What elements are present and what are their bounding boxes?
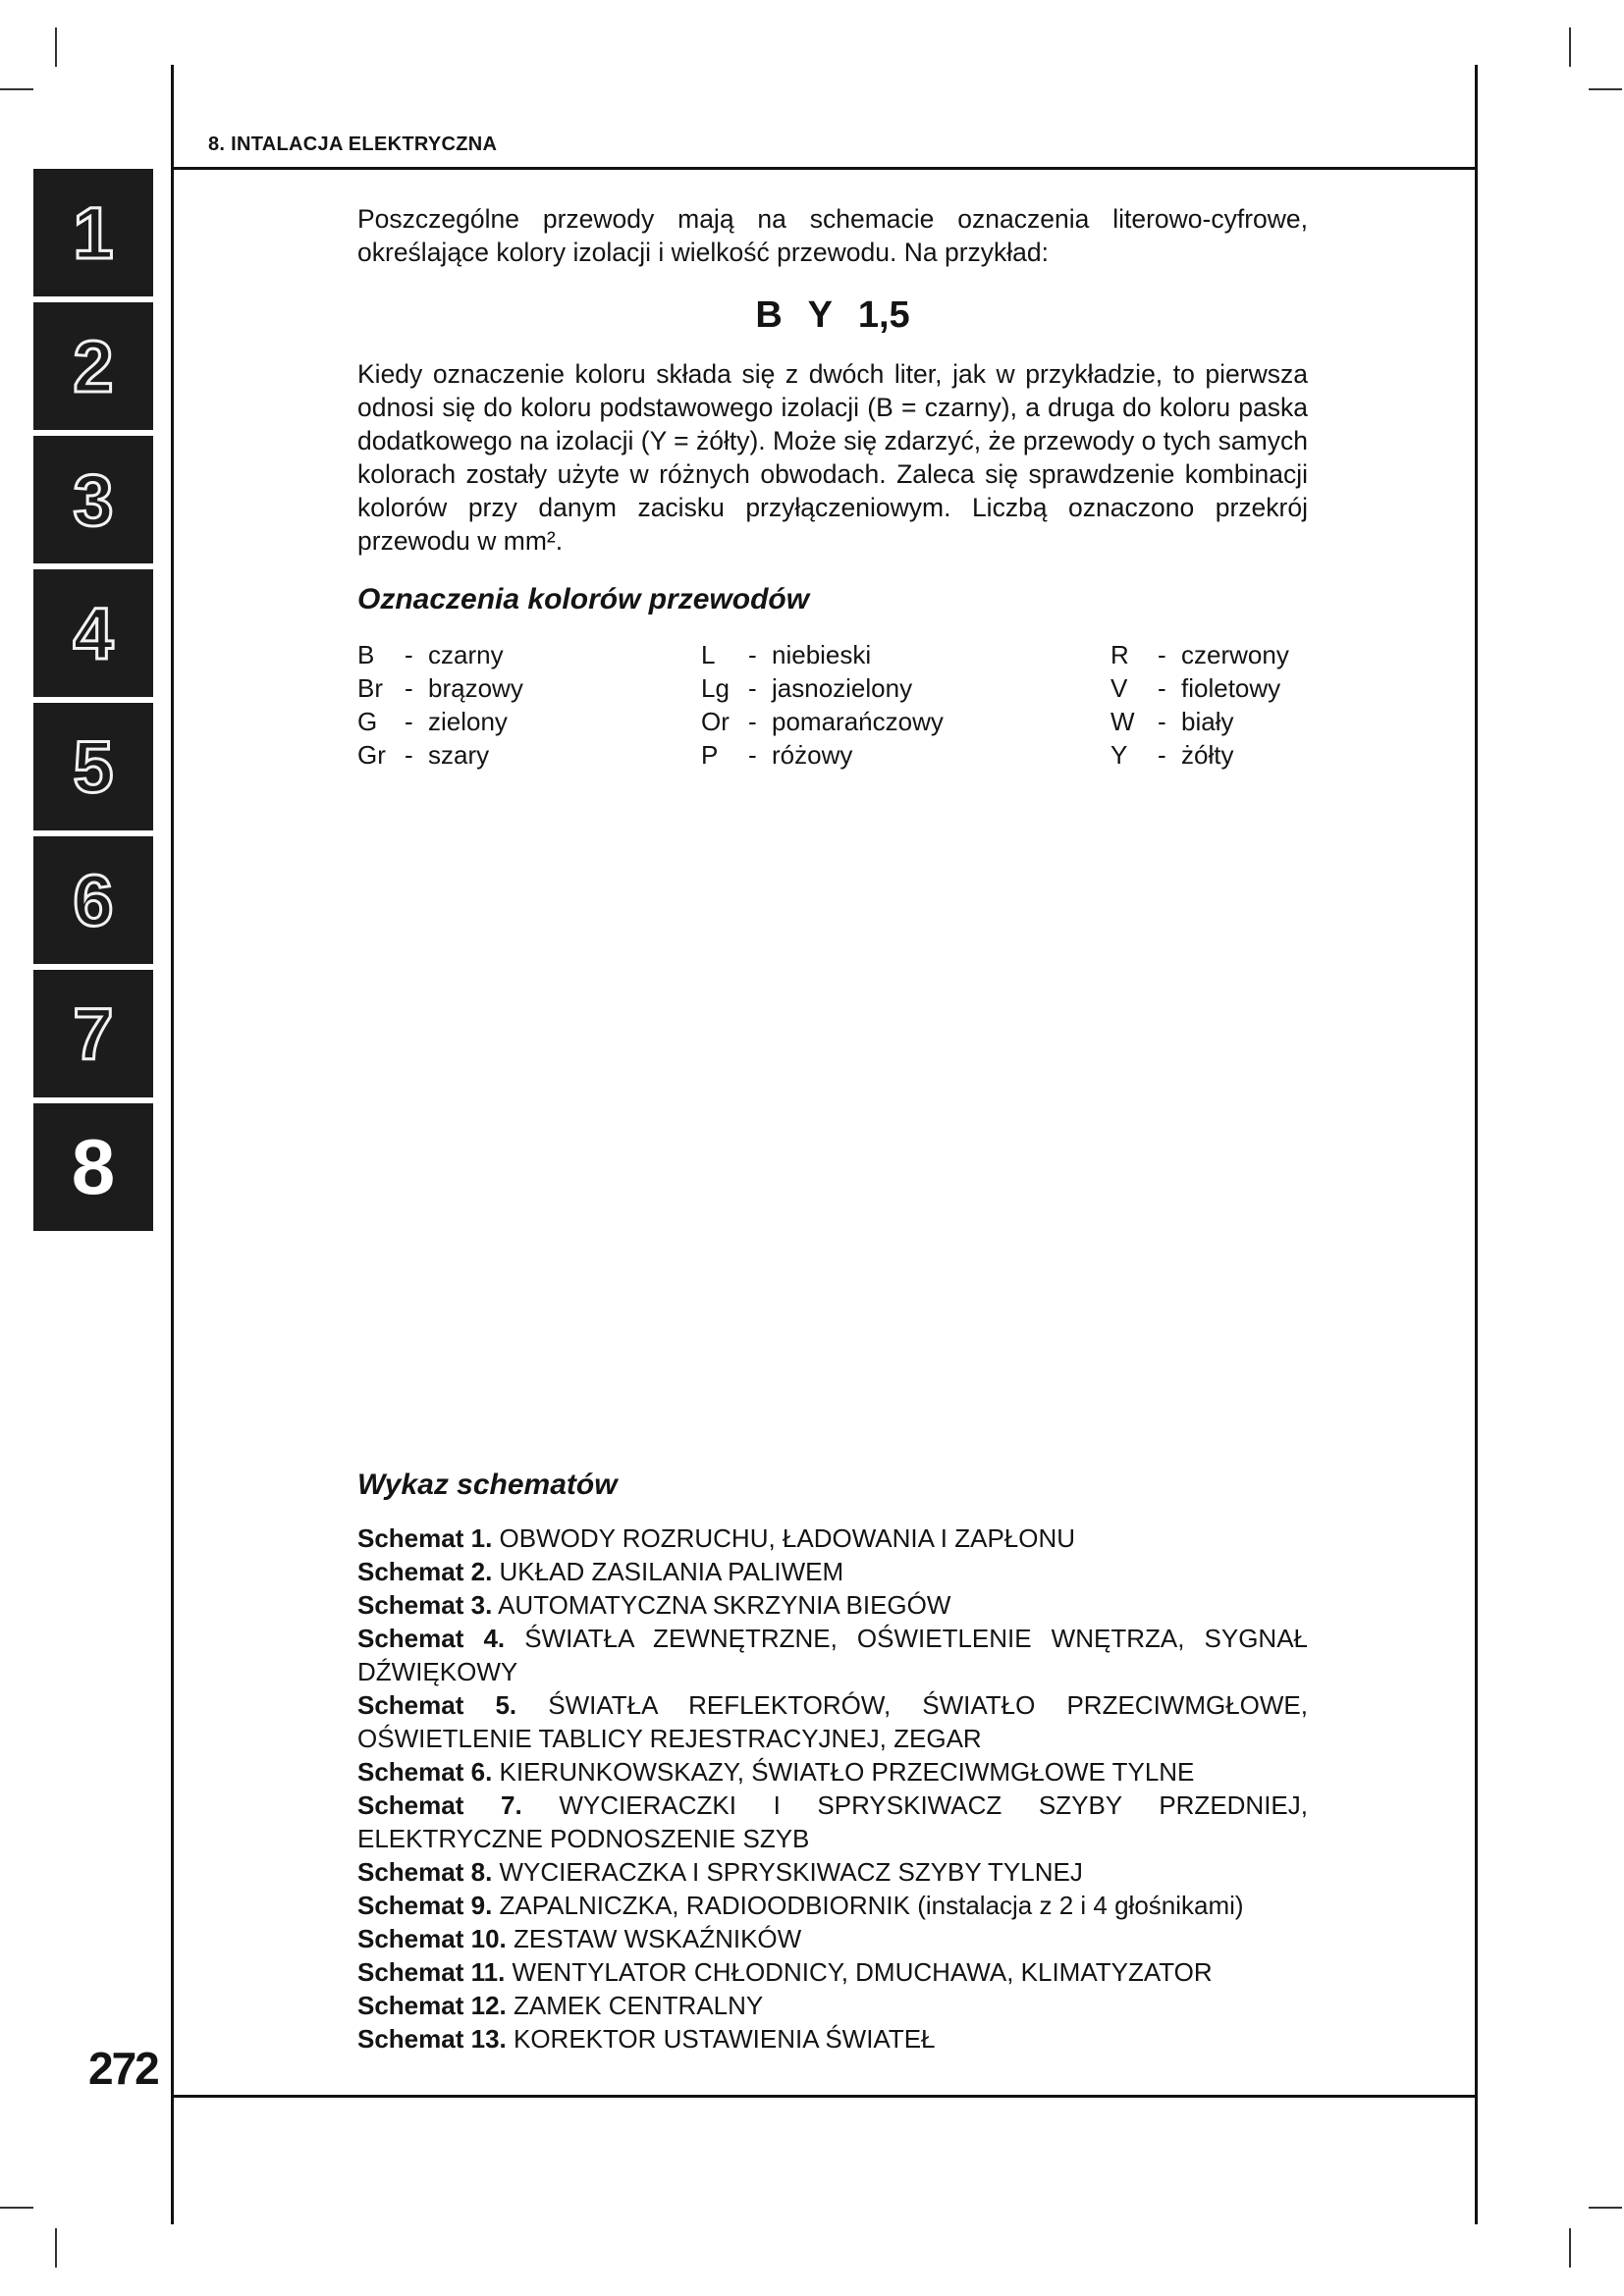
schema-list-item (357, 1922, 1308, 1955)
color-codes-column (701, 638, 944, 772)
color-code: W (1110, 707, 1135, 736)
explanation-paragraph: Kiedy oznaczenie koloru składa się z dwóch liter, jak w przykładzie, to pierwsza odnosi się do koloru podstawowego izolacji (B = czarny), a druga do koloru paska dodatkowego na izolacji (Y = żółty). Może się zdarzyć, że przewody o tych samych kolorach zostały użyte w różnych obwodach. Zaleca się sprawdzenie kombinacji kolorów przy danym zacisku przyłączeniowym. Liczbą oznaczono przekrój przewodu w mm². (357, 359, 1308, 556)
color-code-row (701, 671, 944, 705)
color-code: V (1110, 673, 1128, 703)
color-name: pomarańczowy (772, 707, 944, 736)
schema-list-item (357, 1955, 1308, 1989)
schema-list-item (357, 1755, 1308, 1789)
schema-title: OBWODY ROZRUCHU, ŁADOWANIA I ZAPŁONU (492, 1523, 1076, 1553)
intro-paragraph: Poszczególne przewody mają na schemacie oznaczenia literowo-cyfrowe, określające kolory izolacji i wielkość przewodu. Na przykład: (357, 204, 1308, 267)
chapter-tab-5: 5 (33, 703, 153, 830)
schema-label: Schemat 5. (357, 1690, 517, 1720)
color-code-dash: - (405, 640, 413, 669)
running-head: 8. INTALACJA ELEKTRYCZNA (208, 133, 498, 155)
schema-list-item (357, 1989, 1308, 2022)
color-section-title: Oznaczenia kolorów przewodów (357, 583, 810, 615)
crop-mark (0, 2207, 33, 2209)
color-code: Y (1110, 740, 1128, 770)
header-rule (171, 167, 1478, 170)
color-name: różowy (772, 740, 853, 770)
schema-title: KOREKTOR USTAWIENIA ŚWIATEŁ (506, 2024, 936, 2054)
schema-label: Schemat 11. (357, 1957, 506, 1987)
color-name: zielony (428, 707, 508, 736)
schema-list-item (357, 1889, 1308, 1922)
color-code: P (701, 740, 719, 770)
color-name: niebieski (772, 640, 872, 669)
color-name: czarny (428, 640, 504, 669)
crop-mark (1589, 88, 1622, 90)
color-code-dash: - (748, 640, 757, 669)
color-code: B (357, 640, 375, 669)
schema-title: ZAMEK CENTRALNY (506, 1991, 764, 2020)
color-code: R (1110, 640, 1129, 669)
crop-mark (55, 2228, 57, 2268)
schema-label: Schemat 3. (357, 1590, 493, 1620)
chapter-tab-6: 6 (33, 836, 153, 964)
color-code-row (701, 738, 944, 772)
schema-title: WENTYLATOR CHŁODNICY, DMUCHAWA, KLIMATYZATOR (505, 1957, 1213, 1987)
schema-label: Schemat 2. (357, 1557, 493, 1586)
color-code-row (357, 638, 523, 671)
schema-list-item (357, 1522, 1308, 1555)
schema-title: ZAPALNICZKA, RADIOODBIORNIK (instalacja z 2 i 4 głośnikami) (492, 1891, 1244, 1920)
color-code: Gr (357, 740, 386, 770)
color-codes-column (357, 638, 523, 772)
color-code-row (701, 705, 944, 738)
schema-title: UKŁAD ZASILANIA PALIWEM (492, 1557, 844, 1586)
color-code: Or (701, 707, 730, 736)
color-code-dash: - (748, 740, 757, 770)
crop-mark (1569, 2228, 1571, 2268)
crop-mark (55, 27, 57, 67)
color-code-dash: - (748, 673, 757, 703)
color-code-row (1110, 638, 1289, 671)
schema-label: Schemat 1. (357, 1523, 493, 1553)
schema-list-item (357, 1688, 1308, 1755)
footer-rule (171, 2095, 1478, 2098)
schema-title: ŚWIATŁA ZEWNĘTRZNE, OŚWIETLENIE WNĘTRZA, SYGNAŁ DŹWIĘKOWY (357, 1624, 1308, 1686)
schema-label: Schemat 9. (357, 1891, 493, 1920)
schema-list-item (357, 1789, 1308, 1855)
right-frame-line (1475, 65, 1478, 2224)
color-code: Lg (701, 673, 730, 703)
example-code: B Y 1,5 (755, 294, 910, 336)
color-code-row (1110, 705, 1289, 738)
color-code: G (357, 707, 378, 736)
color-code-dash: - (405, 707, 413, 736)
color-code-dash: - (1158, 707, 1166, 736)
schema-label: Schemat 4. (357, 1624, 506, 1653)
color-code-row (357, 738, 523, 772)
crop-mark (1589, 2207, 1622, 2209)
schema-label: Schemat 6. (357, 1757, 493, 1787)
color-code-dash: - (748, 707, 757, 736)
chapter-tab-8: 8 (33, 1103, 153, 1231)
schema-label: Schemat 12. (357, 1991, 507, 2020)
color-code-row (1110, 738, 1289, 772)
schema-title: WYCIERACZKI I SPRYSKIWACZ SZYBY PRZEDNIEJ, ELEKTRYCZNE PODNOSZENIE SZYB (357, 1790, 1308, 1853)
color-code-dash: - (405, 673, 413, 703)
chapter-tab-3: 3 (33, 436, 153, 563)
schema-label: Schemat 13. (357, 2024, 507, 2054)
schema-title: ŚWIATŁA REFLEKTORÓW, ŚWIATŁO PRZECIWMGŁOWE, OŚWIETLENIE TABLICY REJESTRACYJNEJ, ZEGAR (357, 1690, 1308, 1753)
schemas-section-title: Wykaz schematów (357, 1468, 618, 1501)
chapter-tab-4: 4 (33, 569, 153, 697)
chapter-tab-7: 7 (33, 970, 153, 1097)
schema-title: AUTOMATYCZNA SKRZYNIA BIEGÓW (492, 1590, 951, 1620)
crop-mark (0, 88, 33, 90)
schema-label: Schemat 10. (357, 1924, 507, 1953)
schema-title: WYCIERACZKA I SPRYSKIWACZ SZYBY TYLNEJ (492, 1857, 1083, 1887)
color-code-row (357, 671, 523, 705)
schema-list-item (357, 1855, 1308, 1889)
color-name: jasnozielony (772, 673, 913, 703)
color-code-dash: - (1158, 740, 1166, 770)
schema-list-item (357, 2022, 1308, 2056)
color-code: Br (357, 673, 383, 703)
schema-title: ZESTAW WSKAŹNIKÓW (506, 1924, 802, 1953)
color-name: czerwony (1181, 640, 1289, 669)
color-codes-column (1110, 638, 1289, 772)
color-name: fioletowy (1181, 673, 1281, 703)
color-code-dash: - (1158, 673, 1166, 703)
schema-label: Schemat 7. (357, 1790, 522, 1820)
schema-label: Schemat 8. (357, 1857, 493, 1887)
left-frame-line (171, 65, 174, 2224)
color-code-row (701, 638, 944, 671)
color-code-row (1110, 671, 1289, 705)
color-code-dash: - (1158, 640, 1166, 669)
schema-list-item (357, 1588, 1308, 1622)
schema-list-item (357, 1622, 1308, 1688)
color-code: L (701, 640, 716, 669)
chapter-tab-2: 2 (33, 302, 153, 430)
color-code-dash: - (405, 740, 413, 770)
color-name: żółty (1181, 740, 1234, 770)
color-name: brązowy (428, 673, 523, 703)
color-name: szary (428, 740, 490, 770)
crop-mark (1569, 27, 1571, 67)
schemas-list (357, 1522, 1308, 2056)
schema-title: KIERUNKOWSKAZY, ŚWIATŁO PRZECIWMGŁOWE TYLNE (492, 1757, 1195, 1787)
schema-list-item (357, 1555, 1308, 1588)
chapter-tab-1: 1 (33, 169, 153, 296)
color-code-row (357, 705, 523, 738)
page-number: 272 (88, 2043, 158, 2094)
color-name: biały (1181, 707, 1234, 736)
